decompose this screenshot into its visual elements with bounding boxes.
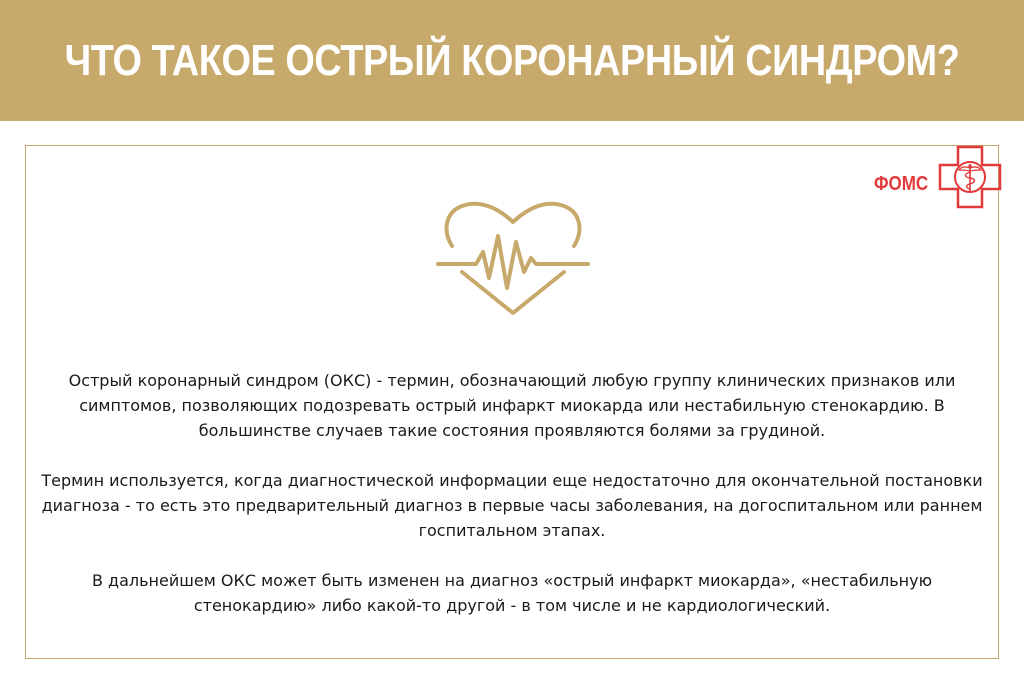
paragraph-usage: Термин используется, когда диагностической информации еще недостаточно для окончательной постановки диагноза - то есть это предварительный диагноз в первые часы заболевания, на догоспитальном или раннем госпитальном этапах.	[41, 471, 983, 540]
logo-text: ФОМС	[874, 173, 929, 195]
heart-pulse-icon	[436, 200, 590, 318]
body-text	[30, 368, 994, 618]
header-banner	[0, 0, 1024, 121]
page-title: ЧТО ТАКОЕ ОСТРЫЙ КОРОНАРНЫЙ СИНДРОМ?	[64, 35, 960, 85]
paragraph-definition: Острый коронарный синдром (ОКС) - термин, обозначающий любую группу клинических признаков или симптомов, позволяющих подозревать острый инфаркт миокарда или нестабильную стенокардию. В большинстве случаев такие состояния проявляются болями за грудиной.	[68, 371, 956, 440]
paragraph-outcome: В дальнейшем ОКС может быть изменен на диагноз «острый инфаркт миокарда», «нестабильную стенокардию» либо какой-то другой - в том числе и не кардиологический.	[91, 571, 933, 615]
